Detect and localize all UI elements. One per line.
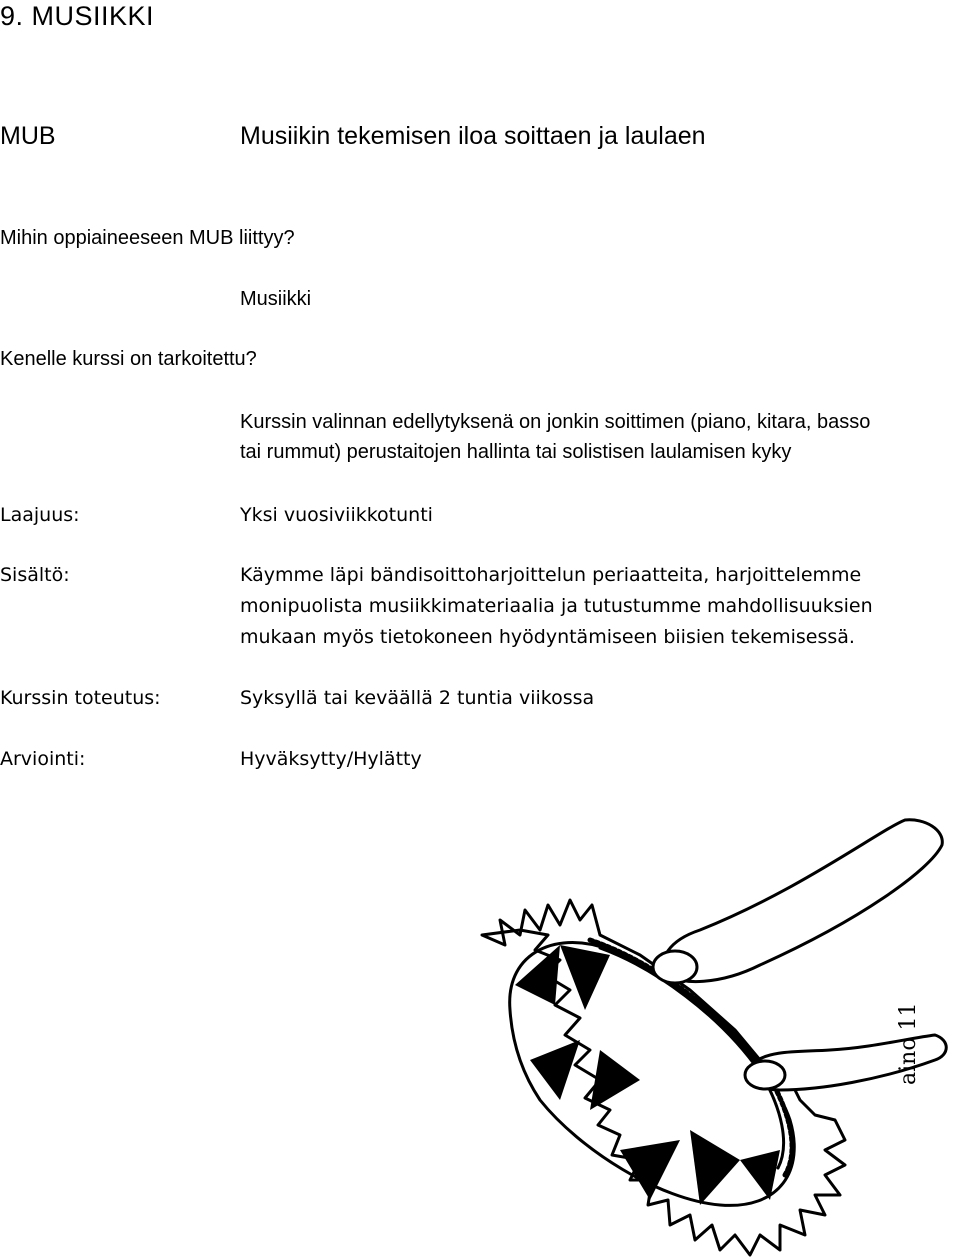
audience-answer-line-2: tai rummut) perustaitojen hallinta tai solistisen laulamisen kyky	[240, 441, 792, 463]
field-value-implementation: Syksyllä tai keväällä 2 tuntia viikossa	[240, 687, 595, 709]
field-label-content: Sisältö:	[0, 564, 70, 586]
field-label-implementation: Kurssin toteutus:	[0, 687, 161, 709]
field-label-assessment: Arviointi:	[0, 748, 86, 770]
field-value-assessment: Hyväksytty/Hylätty	[240, 748, 422, 770]
subject-answer: Musiikki	[240, 288, 312, 310]
drum-triangles	[515, 945, 780, 1205]
audience-answer-line-1: Kurssin valinnan edellytyksenä on jonkin soittimen (piano, kitara, basso	[240, 411, 871, 433]
page-heading: 9. MUSIIKKI	[0, 1, 155, 31]
field-value-content-line-3: mukaan myös tietokoneen hyödyntämiseen biisien tekemisessä.	[240, 626, 855, 648]
drum-with-drumsticks-drawing	[470, 800, 960, 1260]
audience-question: Kenelle kurssi on tarkoitettu?	[0, 348, 257, 370]
field-value-content-line-2: monipuolista musiikkimateriaalia ja tutustumme mahdollisuuksien	[240, 595, 873, 617]
field-value-content-line-1: Käymme läpi bändisoittoharjoittelun periaatteita, harjoittelemme	[240, 564, 862, 586]
artist-signature: aino 11	[896, 1002, 921, 1085]
field-label-scope: Laajuus:	[0, 504, 80, 526]
field-value-scope: Yksi vuosiviikkotunti	[240, 504, 433, 526]
course-code: MUB	[0, 122, 56, 150]
subject-question: Mihin oppiaineeseen MUB liittyy?	[0, 227, 295, 249]
course-title: Musiikin tekemisen iloa soittaen ja laulaen	[240, 122, 706, 150]
drumstick-1	[653, 820, 942, 983]
